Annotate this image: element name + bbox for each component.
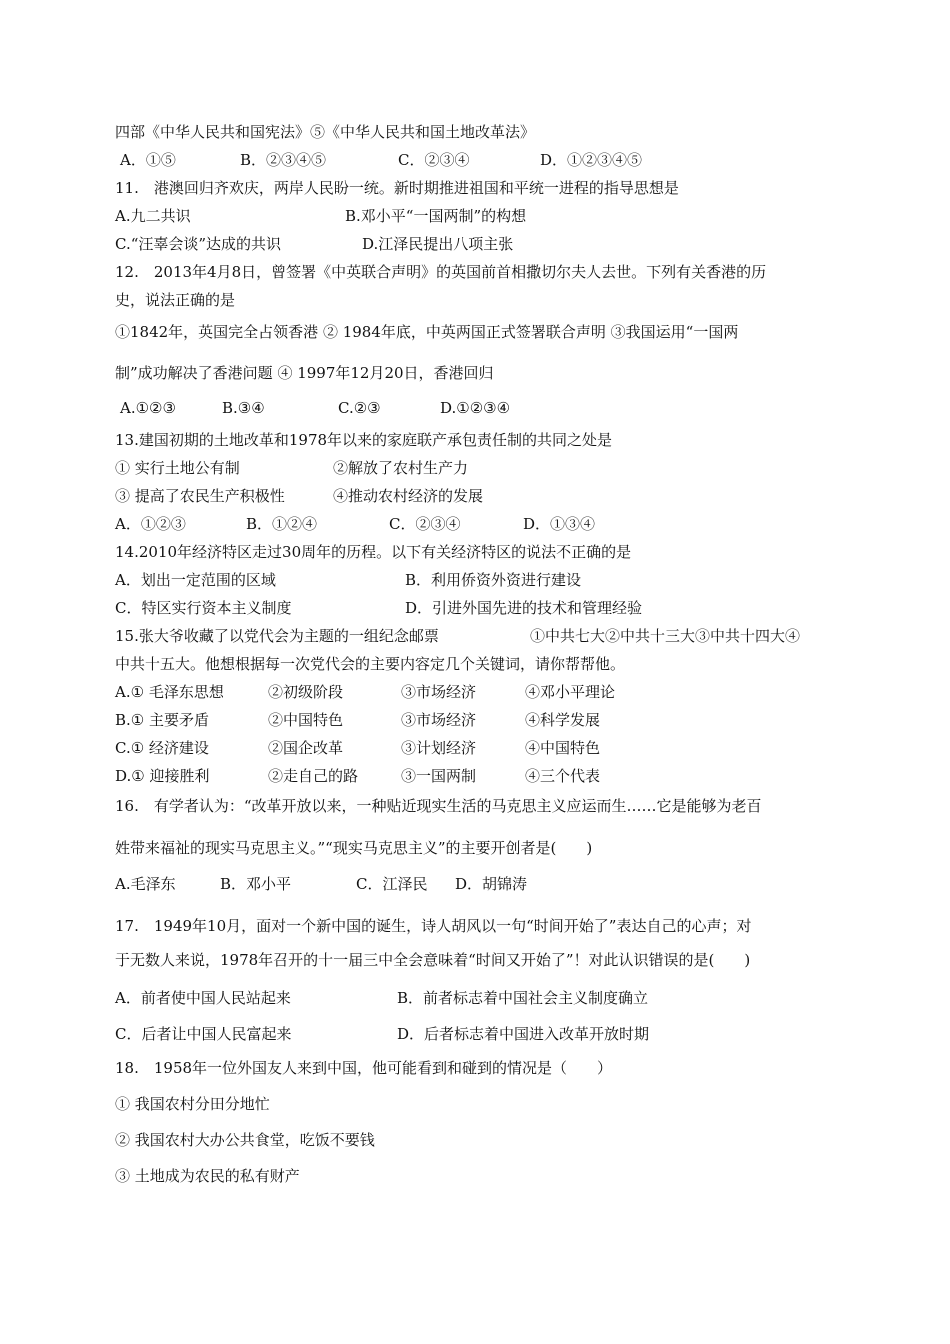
q17-stem-line2: 于无数人来说，1978年召开的十一届三中全会意味着“时间又开始了”！对此认识错误的是( ): [115, 951, 751, 969]
q15-row-d-col3: ③一国两制: [401, 767, 477, 785]
q15-row-b-col1: B.① 主要矛盾: [115, 711, 210, 729]
q18-item-3: ③ 土地成为农民的私有财产: [115, 1167, 300, 1185]
q15-row-d-col4: ④三个代表: [525, 767, 601, 785]
q10-option-d: D．①②③④⑤: [540, 151, 643, 169]
q14-stem: 14.2010年经济特区走过30周年的历程。以下有关经济特区的说法不正确的是: [115, 543, 632, 561]
q13-option-c: C．②③④: [389, 515, 461, 533]
q15-row-c-col3: ③计划经济: [401, 739, 477, 757]
q11-stem: 11. 港澳回归齐欢庆，两岸人民盼一统。新时期推进祖国和平统一进程的指导思想是: [115, 179, 679, 197]
q13-stem: 13.建国初期的土地改革和1978年以来的家庭联产承包责任制的共同之处是: [115, 431, 613, 449]
q14-option-b: B．利用侨资外资进行建设: [405, 571, 582, 589]
q15-row-a-col1: A.① 毛泽东思想: [115, 683, 224, 701]
q13-option-a: A．①②③: [115, 515, 186, 533]
q17-option-b: B．前者标志着中国社会主义制度确立: [397, 989, 649, 1007]
q12-stem-line2: 史，说法正确的是: [115, 291, 236, 309]
q12-option-a: A.①②③: [120, 399, 176, 417]
q18-item-1: ① 我国农村分田分地忙: [115, 1095, 270, 1113]
q15-row-c-col2: ②国企改革: [268, 739, 344, 757]
q10-option-c: C．②③④: [398, 151, 470, 169]
q16-stem-line2: 姓带来福祉的现实马克思主义。”“现实马克思主义”的主要开创者是( ): [115, 839, 593, 857]
q15-row-b-col2: ②中国特色: [268, 711, 344, 729]
q11-option-a: A.九二共识: [115, 207, 191, 225]
q16-option-b: B．邓小平: [220, 875, 292, 893]
q15-row-c-col1: C.① 经济建设: [115, 739, 209, 757]
q13-item-2: ②解放了农村生产力: [333, 459, 469, 477]
q13-option-b: B．①②④: [246, 515, 318, 533]
q11-option-d: D.江泽民提出八项主张: [362, 235, 514, 253]
q14-option-d: D．引进外国先进的技术和管理经验: [405, 599, 643, 617]
q17-option-d: D．后者标志着中国进入改革开放时期: [397, 1025, 650, 1043]
q15-stem-line1b: ①中共七大②中共十三大③中共十四大④: [530, 627, 801, 645]
q14-option-c: C．特区实行资本主义制度: [115, 599, 292, 617]
q17-option-c: C．后者让中国人民富起来: [115, 1025, 292, 1043]
q12-stem-line1: 12. 2013年4月8日，曾签署《中英联合声明》的英国前首相撒切尔夫人去世。下列有关香港的历: [115, 263, 767, 281]
q15-row-d-col2: ②走自己的路: [268, 767, 359, 785]
q15-row-a-col2: ②初级阶段: [268, 683, 344, 701]
q12-items-line2: 制”成功解决了香港问题 ④ 1997年12月20日，香港回归: [115, 364, 494, 382]
q11-option-c: C.“汪辜会谈”达成的共识: [115, 235, 282, 253]
q13-item-4: ④推动农村经济的发展: [333, 487, 484, 505]
q10-option-b: B．②③④⑤: [240, 151, 327, 169]
q12-items-line1: ①1842年，英国完全占领香港 ② 1984年底，中英两国正式签署联合声明 ③我国运用“一国两: [115, 323, 739, 341]
q15-row-b-col3: ③市场经济: [401, 711, 477, 729]
q17-stem-line1: 17. 1949年10月，面对一个新中国的诞生，诗人胡风以一句“时间开始了”表达自己的心声；对: [115, 917, 752, 935]
q15-row-d-col1: D.① 迎接胜利: [115, 767, 210, 785]
q16-option-d: D．胡锦涛: [455, 875, 528, 893]
q16-option-a: A.毛泽东: [115, 875, 176, 893]
q16-option-c: C．江泽民: [356, 875, 428, 893]
q10-option-a: A．①⑤: [120, 151, 176, 169]
q15-row-b-col4: ④科学发展: [525, 711, 601, 729]
q12-option-c: C.②③: [338, 399, 381, 417]
q15-stem-line2: 中共十五大。他想根据每一次党代会的主要内容定几个关键词，请你帮帮他。: [115, 655, 626, 673]
q16-stem-line1: 16. 有学者认为：“改革开放以来，一种贴近现实生活的马克思主义应运而生……它是能够为老百: [115, 797, 762, 815]
q12-option-d: D.①②③④: [440, 399, 511, 417]
q15-row-a-col3: ③市场经济: [401, 683, 477, 701]
q14-option-a: A．划出一定范围的区域: [115, 571, 276, 589]
q13-option-d: D．①③④: [523, 515, 596, 533]
q12-option-b: B.③④: [222, 399, 265, 417]
q11-option-b: B.邓小平“一国两制”的构想: [345, 207, 527, 225]
q15-stem-line1a: 15.张大爷收藏了以党代会为主题的一组纪念邮票: [115, 627, 439, 645]
q15-row-a-col4: ④邓小平理论: [525, 683, 616, 701]
q13-item-3: ③ 提高了农民生产积极性: [115, 487, 285, 505]
q10-continuation: 四部《中华人民共和国宪法》⑤《中华人民共和国土地改革法》: [115, 123, 536, 141]
q18-stem: 18. 1958年一位外国友人来到中国，他可能看到和碰到的情况是（ ）: [115, 1059, 613, 1077]
q13-item-1: ① 实行土地公有制: [115, 459, 240, 477]
q15-row-c-col4: ④中国特色: [525, 739, 601, 757]
q18-item-2: ② 我国农村大办公共食堂，吃饭不要钱: [115, 1131, 375, 1149]
q17-option-a: A．前者使中国人民站起来: [115, 989, 291, 1007]
